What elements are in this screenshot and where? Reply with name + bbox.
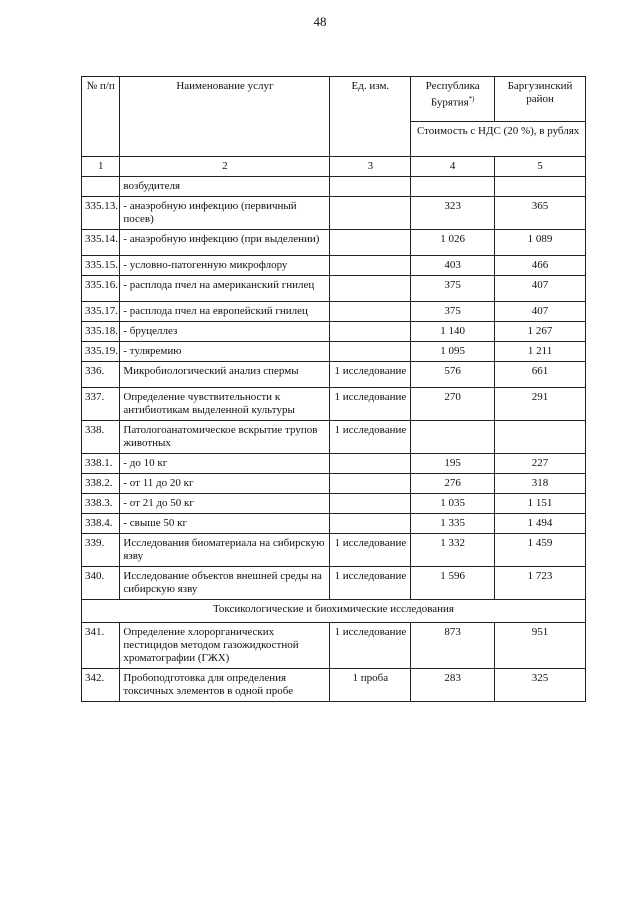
- page-number: 48: [313, 14, 327, 29]
- row-unit: [330, 276, 411, 302]
- row-bg: 951: [495, 623, 586, 669]
- table-row: [82, 342, 586, 362]
- row-unit: [330, 322, 411, 342]
- row-bg: 407: [495, 276, 586, 302]
- col-number-1: 1: [82, 157, 120, 177]
- row-rb: [411, 177, 495, 197]
- row-name: - условно-патогенную микрофлору: [120, 256, 330, 276]
- row-bg: 1 267: [495, 322, 586, 342]
- header-rb: [411, 77, 495, 122]
- table-row: [82, 177, 586, 197]
- row-rb: 1 140: [411, 322, 495, 342]
- col-number-4: 4: [411, 157, 495, 177]
- row-unit: [330, 177, 411, 197]
- row-unit: 1 исследование: [330, 362, 411, 388]
- row-rb: 1 035: [411, 494, 495, 514]
- row-rb: 1 332: [411, 534, 495, 567]
- row-rb: 873: [411, 623, 495, 669]
- table-row: [82, 388, 586, 421]
- row-unit: 1 исследование: [330, 534, 411, 567]
- row-name: - бруцеллез: [120, 322, 330, 342]
- col-number-3: 3: [330, 157, 411, 177]
- row-num: [82, 177, 120, 197]
- row-bg: 1 211: [495, 342, 586, 362]
- row-rb: 576: [411, 362, 495, 388]
- header-unit: Ед. изм.: [330, 77, 411, 157]
- row-num: 341.: [82, 623, 120, 669]
- table-row: [82, 669, 586, 702]
- row-name: Определение чувствительности к антибиотикам выделенной культуры: [120, 388, 330, 421]
- row-bg: 661: [495, 362, 586, 388]
- row-bg: [495, 177, 586, 197]
- table-row: [82, 514, 586, 534]
- row-num: 335.13.: [82, 197, 120, 230]
- table-row: [82, 256, 586, 276]
- row-rb: 1 596: [411, 567, 495, 600]
- row-name: Пробоподготовка для определения токсичных элементов в одной пробе: [120, 669, 330, 702]
- row-unit: 1 исследование: [330, 623, 411, 669]
- row-unit: [330, 514, 411, 534]
- row-bg: 466: [495, 256, 586, 276]
- row-num: 335.15.: [82, 256, 120, 276]
- row-unit: [330, 342, 411, 362]
- row-rb: 1 095: [411, 342, 495, 362]
- table-row: [82, 494, 586, 514]
- row-unit: [330, 197, 411, 230]
- price-table: [81, 76, 586, 702]
- row-num: 340.: [82, 567, 120, 600]
- row-num: 336.: [82, 362, 120, 388]
- row-name: - анаэробную инфекцию (при выделении): [120, 230, 330, 256]
- row-bg: 1 089: [495, 230, 586, 256]
- table-row: [82, 322, 586, 342]
- row-name: - анаэробную инфекцию (первичный посев): [120, 197, 330, 230]
- header-bg: Баргузинский район: [495, 77, 586, 122]
- column-numbers-row: [82, 157, 586, 177]
- row-num: 339.: [82, 534, 120, 567]
- table-row: [82, 474, 586, 494]
- row-unit: [330, 230, 411, 256]
- row-num: 338.2.: [82, 474, 120, 494]
- table-row: [82, 230, 586, 256]
- col-number-5: 5: [495, 157, 586, 177]
- row-num: 337.: [82, 388, 120, 421]
- row-rb: 195: [411, 454, 495, 474]
- row-num: 338.: [82, 421, 120, 454]
- table-row: [82, 362, 586, 388]
- row-num: 338.4.: [82, 514, 120, 534]
- section-row: [82, 600, 586, 623]
- row-name: - от 21 до 50 кг: [120, 494, 330, 514]
- row-name: - свыше 50 кг: [120, 514, 330, 534]
- header-name: Наименование услуг: [120, 77, 330, 157]
- row-name: - от 11 до 20 кг: [120, 474, 330, 494]
- row-unit: [330, 454, 411, 474]
- row-num: 342.: [82, 669, 120, 702]
- row-rb: 375: [411, 302, 495, 322]
- row-unit: [330, 302, 411, 322]
- row-num: 335.19.: [82, 342, 120, 362]
- row-rb: 283: [411, 669, 495, 702]
- table-row: [82, 197, 586, 230]
- row-unit: 1 исследование: [330, 567, 411, 600]
- table-row: [82, 623, 586, 669]
- row-rb: 1 026: [411, 230, 495, 256]
- row-unit: 1 проба: [330, 669, 411, 702]
- row-unit: 1 исследование: [330, 388, 411, 421]
- row-rb: 1 335: [411, 514, 495, 534]
- row-bg: 227: [495, 454, 586, 474]
- row-unit: [330, 494, 411, 514]
- section-title: Токсикологические и биохимические исследования: [82, 600, 586, 623]
- row-num: 335.16.: [82, 276, 120, 302]
- table-row: [82, 276, 586, 302]
- row-name: Определение хлорорганических пестицидов методом газожидкостной хроматографии (ГЖХ): [120, 623, 330, 669]
- row-name: Патологоанатомическое вскрытие трупов животных: [120, 421, 330, 454]
- row-bg: 1 459: [495, 534, 586, 567]
- row-name: - туляремию: [120, 342, 330, 362]
- row-name: возбудителя: [120, 177, 330, 197]
- row-name: Исследование объектов внешней среды на сибирскую язву: [120, 567, 330, 600]
- row-num: 338.1.: [82, 454, 120, 474]
- header-cost: Стоимость с НДС (20 %), в рублях: [411, 122, 586, 157]
- table-row: [82, 567, 586, 600]
- table-row: [82, 534, 586, 567]
- row-num: 335.18.: [82, 322, 120, 342]
- col-number-2: 2: [120, 157, 330, 177]
- row-bg: 1 494: [495, 514, 586, 534]
- row-rb: 375: [411, 276, 495, 302]
- row-rb: 403: [411, 256, 495, 276]
- table-row: [82, 454, 586, 474]
- table-row: [82, 421, 586, 454]
- row-num: 335.17.: [82, 302, 120, 322]
- header-rb-mark: *): [468, 95, 475, 103]
- row-unit: 1 исследование: [330, 421, 411, 454]
- row-name: Исследования биоматериала на сибирскую язву: [120, 534, 330, 567]
- row-rb: [411, 421, 495, 454]
- row-bg: 1 723: [495, 567, 586, 600]
- row-bg: [495, 421, 586, 454]
- row-name: - расплода пчел на европейский гнилец: [120, 302, 330, 322]
- row-num: 338.3.: [82, 494, 120, 514]
- row-bg: 407: [495, 302, 586, 322]
- row-rb: 323: [411, 197, 495, 230]
- row-unit: [330, 256, 411, 276]
- row-name: - расплода пчел на американский гнилец: [120, 276, 330, 302]
- row-bg: 325: [495, 669, 586, 702]
- table-row: [82, 302, 586, 322]
- row-unit: [330, 474, 411, 494]
- header-num: № п/п: [82, 77, 120, 157]
- row-bg: 365: [495, 197, 586, 230]
- row-bg: 291: [495, 388, 586, 421]
- row-bg: 1 151: [495, 494, 586, 514]
- row-rb: 276: [411, 474, 495, 494]
- row-num: 335.14.: [82, 230, 120, 256]
- header-row: [82, 77, 586, 122]
- row-rb: 270: [411, 388, 495, 421]
- header-rb-label: Республика Бурятия: [425, 80, 480, 109]
- row-name: Микробиологический анализ спермы: [120, 362, 330, 388]
- row-name: - до 10 кг: [120, 454, 330, 474]
- row-bg: 318: [495, 474, 586, 494]
